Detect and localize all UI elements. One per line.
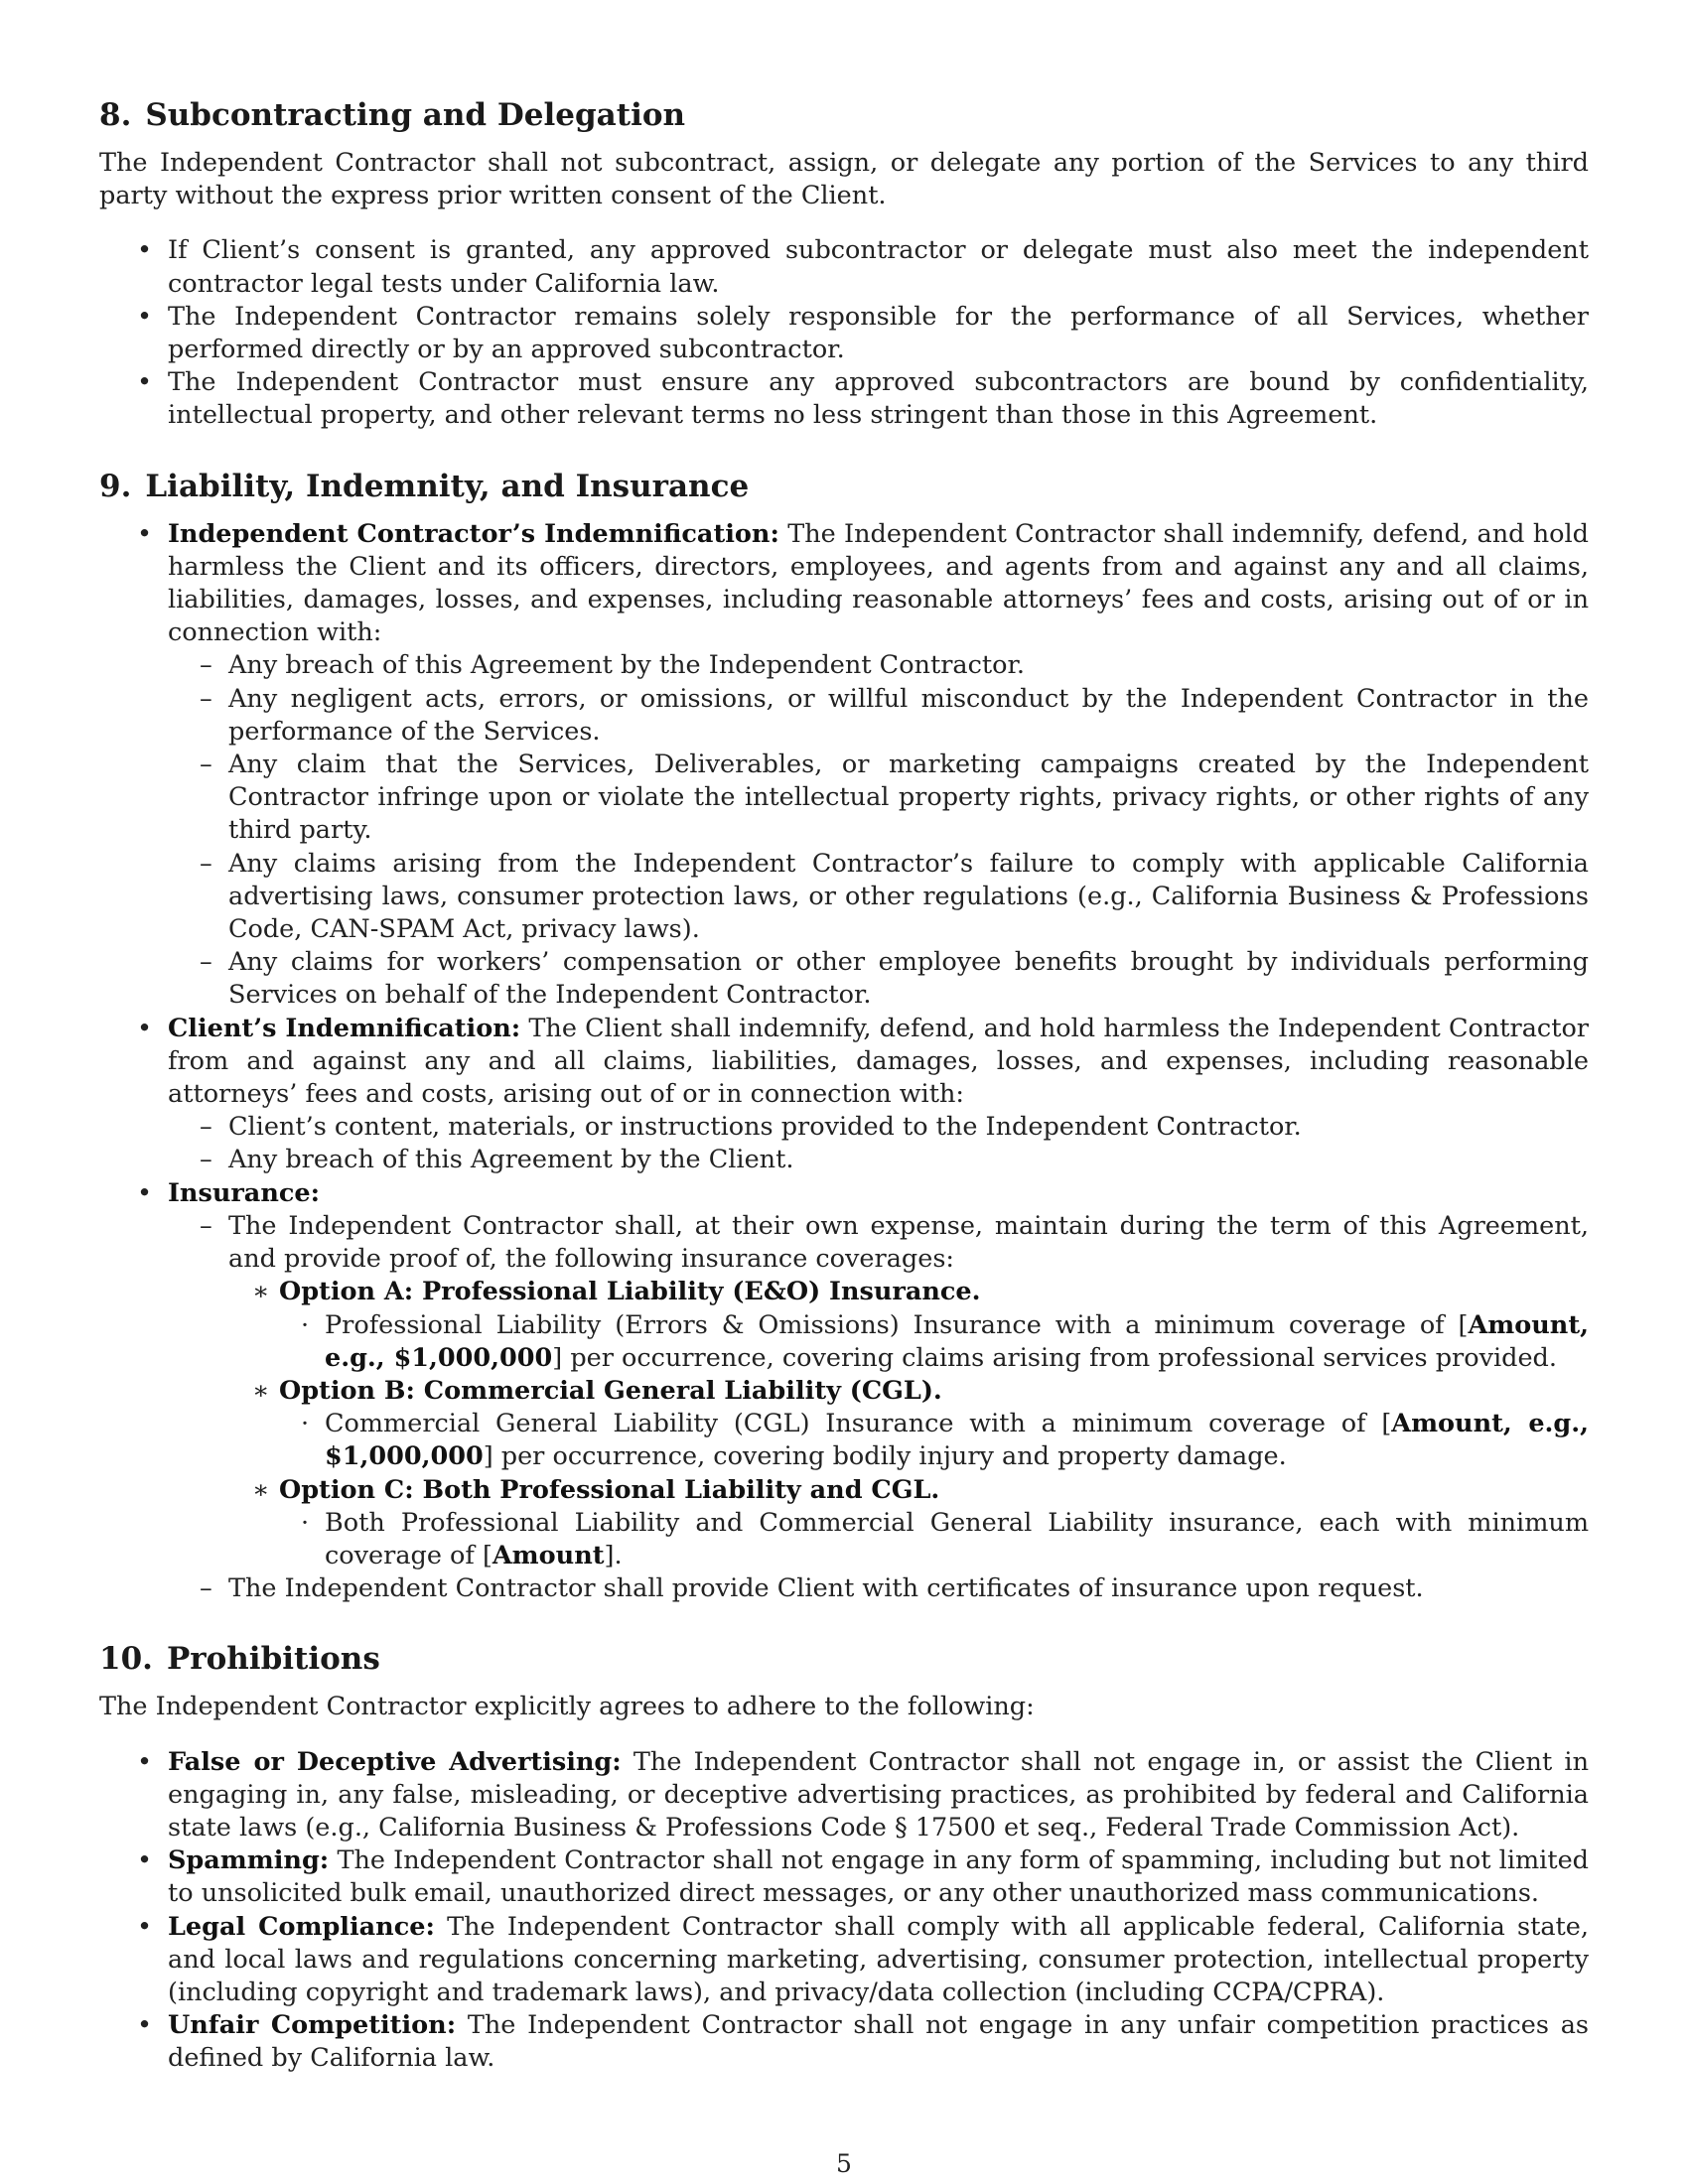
item-text: The Independent Contractor shall not engage in any form of spamming, including but not limited to unsolicited bulk email, unauthorized direct messages, or any other unauthorized mass communications. bbox=[168, 1845, 1589, 1909]
item-text: The Independent Contractor shall indemnify, defend, and hold harmless the Client and its officers, directors, employees, and agents from and against any and all claims, liabilities, damages, losses, and expenses, including reasonable attorneys’ fees and costs, arising out of or in connection with: bbox=[168, 518, 1589, 648]
item-text: Commercial General Liability (CGL) Insurance with a minimum coverage of [ bbox=[325, 1409, 1392, 1439]
section-10-intro: The Independent Contractor explicitly agrees to adhere to the following: bbox=[99, 1692, 1035, 1722]
section-8-list bbox=[99, 234, 1589, 432]
section-8 bbox=[99, 95, 1589, 433]
list-item: – Any claims for workers’ compensation or other employee benefits brought by individuals performing Services on behalf of the Independent Contractor. bbox=[168, 946, 1589, 1012]
option-c-detail-list bbox=[279, 1507, 1589, 1572]
contractor-indemnification-item bbox=[99, 518, 1589, 1013]
item-text: Professional Liability (Errors & Omissions) Insurance with a minimum coverage of [ bbox=[325, 1309, 1469, 1340]
section-9-heading bbox=[99, 467, 1589, 506]
list-item bbox=[279, 1408, 1589, 1473]
item-label: False or Deceptive Advertising: bbox=[168, 1746, 622, 1777]
option-a-item bbox=[228, 1276, 1589, 1375]
option-a-detail-list bbox=[279, 1309, 1589, 1375]
option-label: Option A: Professional Liability (E&O) Insurance. bbox=[279, 1277, 981, 1307]
list-item: – The Independent Contractor shall provide Client with certificates of insurance upon request. bbox=[168, 1572, 1589, 1605]
list-item: – Any claims arising from the Independent Contractor’s failure to comply with applicable California advertising laws, consumer protection laws, or other regulations (e.g., California Business & Professions Code, CAN-SPAM Act, privacy laws). bbox=[168, 848, 1589, 947]
section-10-heading bbox=[99, 1639, 1589, 1679]
client-indemnification-sublist bbox=[168, 1111, 1589, 1176]
client-indemnification-item bbox=[99, 1013, 1589, 1177]
insurance-item bbox=[99, 1177, 1589, 1606]
section-8-heading bbox=[99, 95, 1589, 135]
list-item: – Client’s content, materials, or instructions provided to the Independent Contractor. bbox=[168, 1111, 1589, 1144]
section-number: 9. bbox=[99, 468, 132, 504]
insurance-sublist bbox=[168, 1210, 1589, 1605]
list-item: • The Independent Contractor must ensure any approved subcontractors are bound by confidentiality, intellectual property, and other relevant terms no less stringent than those in this Agreement. bbox=[99, 366, 1589, 432]
list-item bbox=[279, 1507, 1589, 1572]
section-title: Liability, Indemnity, and Insurance bbox=[145, 468, 750, 504]
item-label: Spamming: bbox=[168, 1845, 330, 1876]
item-text: The Independent Contractor shall, at their own expense, maintain during the term of this Agreement, and provide proof of, the following insurance coverages: bbox=[228, 1210, 1589, 1275]
item-text: The Independent Contractor shall not engage in any unfair competition practices as defined by California law. bbox=[168, 2010, 1589, 2074]
list-item: – Any claim that the Services, Deliverables, or marketing campaigns created by the Independent Contractor infringe upon or violate the intellectual property rights, privacy rights, or other rights of any third party. bbox=[168, 749, 1589, 848]
option-b-detail-list bbox=[279, 1408, 1589, 1473]
list-item bbox=[168, 1210, 1589, 1572]
item-label: Legal Compliance: bbox=[168, 1911, 435, 1942]
section-10 bbox=[99, 1639, 1589, 2075]
item-text: ] per occurrence, covering claims arising from professional services provided. bbox=[552, 1342, 1557, 1373]
list-item bbox=[279, 1309, 1589, 1375]
page-number: 5 bbox=[836, 2149, 852, 2178]
item-label: Insurance: bbox=[168, 1177, 321, 1208]
item-text: The Independent Contractor shall not engage in, or assist the Client in engaging in, any false, misleading, or deceptive advertising practices, as prohibited by federal and California state laws (e.g., California Business & Professions Code § 17500 et seq., Federal Trade Commission Act). bbox=[168, 1746, 1590, 1843]
list-item: – Any breach of this Agreement by the Client. bbox=[168, 1144, 1589, 1176]
item-label: Unfair Competition: bbox=[168, 2010, 457, 2041]
item-text: ]. bbox=[604, 1540, 623, 1570]
document-page bbox=[99, 95, 1589, 2110]
amount-placeholder: Amount, e.g., $1,000,000 bbox=[325, 1309, 1589, 1373]
prohibition-item bbox=[99, 1911, 1589, 2010]
section-number: 8. bbox=[99, 97, 132, 133]
section-9 bbox=[99, 467, 1589, 1606]
item-label: Independent Contractor’s Indemnification: bbox=[168, 518, 779, 549]
item-label: Client’s Indemnification: bbox=[168, 1013, 521, 1043]
section-title: Subcontracting and Delegation bbox=[145, 97, 686, 133]
section-title: Prohibitions bbox=[166, 1641, 380, 1678]
amount-placeholder: Amount, e.g., $1,000,000 bbox=[325, 1409, 1590, 1472]
option-label: Option C: Both Professional Liability and CGL. bbox=[279, 1474, 940, 1505]
list-item: – Any negligent acts, errors, or omissions, or willful misconduct by the Independent Contractor in the performance of the Services. bbox=[168, 683, 1589, 749]
prohibition-item bbox=[99, 1844, 1589, 1910]
prohibition-item bbox=[99, 1746, 1589, 1845]
prohibition-item bbox=[99, 2009, 1589, 2075]
option-c-item bbox=[228, 1474, 1589, 1573]
item-text: The Client shall indemnify, defend, and hold harmless the Independent Contractor from and against any and all claims, liabilities, damages, losses, and expenses, including reasonable attorneys’ fees and costs, arising out of or in connection with: bbox=[168, 1013, 1589, 1110]
section-10-list bbox=[99, 1746, 1589, 2076]
insurance-options-list bbox=[228, 1276, 1589, 1572]
item-text: The Independent Contractor shall comply with all applicable federal, California state, and local laws and regulations concerning marketing, advertising, consumer protection, intellectual property (including copyright and trademark laws), and privacy/data collection (including CCPA/CPRA). bbox=[168, 1911, 1589, 2007]
item-text: Both Professional Liability and Commercial General Liability insurance, each with minimum coverage of [ bbox=[325, 1507, 1589, 1570]
option-b-item bbox=[228, 1375, 1589, 1474]
section-9-list bbox=[99, 518, 1589, 1606]
contractor-indemnification-sublist bbox=[168, 649, 1589, 1012]
section-8-intro: The Independent Contractor shall not subcontract, assign, or delegate any portion of the Services to any third party without the express prior written consent of the Client. bbox=[99, 148, 1589, 211]
section-number: 10. bbox=[99, 1641, 153, 1678]
list-item: • The Independent Contractor remains solely responsible for the performance of all Services, whether performed directly or by an approved subcontractor. bbox=[99, 301, 1589, 366]
option-label: Option B: Commercial General Liability (CGL). bbox=[279, 1375, 942, 1406]
list-item: • If Client’s consent is granted, any approved subcontractor or delegate must also meet the independent contractor legal tests under California law. bbox=[99, 234, 1589, 300]
amount-placeholder: Amount bbox=[492, 1540, 605, 1570]
list-item: – Any breach of this Agreement by the Independent Contractor. bbox=[168, 649, 1589, 682]
item-text: ] per occurrence, covering bodily injury and property damage. bbox=[483, 1441, 1287, 1472]
